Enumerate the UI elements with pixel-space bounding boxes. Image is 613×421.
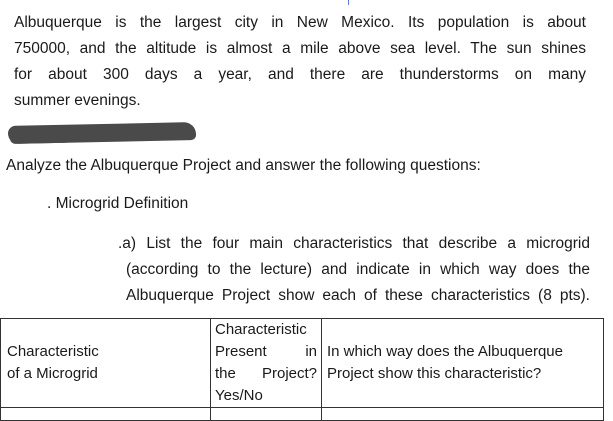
- header-line: of a Microgrid: [7, 365, 98, 382]
- header-how: [322, 319, 604, 408]
- question-line: .a) List the four main characteristics that describe a microgrid: [118, 235, 590, 252]
- header-line: In which way does the Albuquerque: [327, 343, 563, 360]
- header-line: Characteristic: [7, 343, 99, 360]
- text-cursor-mark: [348, 0, 349, 5]
- instruction-text: Analyze the Albuquerque Project and answer the following questions:: [6, 157, 481, 174]
- answer-table: [0, 318, 604, 421]
- intro-line: Albuquerque is the largest city in New Mexico. Its population is about: [14, 14, 586, 31]
- section-title: . Microgrid Definition: [47, 195, 189, 212]
- question-line: Albuquerque Project show each of these characteristics (8 pts).: [126, 287, 590, 304]
- table-cell[interactable]: [211, 408, 322, 421]
- table-header-row: [1, 319, 604, 408]
- header-present: [211, 319, 322, 408]
- redaction-mark: [8, 122, 196, 144]
- intro-paragraph: [14, 10, 586, 114]
- intro-line: for about 300 days a year, and there are thunderstorms on many: [14, 66, 586, 83]
- header-line: the Project?: [215, 365, 317, 382]
- table-row: [1, 408, 604, 421]
- header-line: Characteristic: [215, 321, 307, 338]
- question-line: (according to the lecture) and indicate in which way does the: [126, 261, 590, 278]
- question-text: [118, 231, 590, 309]
- table-cell[interactable]: [1, 408, 211, 421]
- header-line: Project show this characteristic?: [327, 365, 542, 382]
- intro-line: summer evenings.: [14, 92, 141, 109]
- header-line: Present in: [215, 343, 317, 360]
- header-line: Yes/No: [215, 387, 263, 404]
- header-characteristic: [1, 319, 211, 408]
- table-cell[interactable]: [322, 408, 604, 421]
- intro-line: 750000, and the altitude is almost a mile above sea level. The sun shines: [14, 40, 586, 57]
